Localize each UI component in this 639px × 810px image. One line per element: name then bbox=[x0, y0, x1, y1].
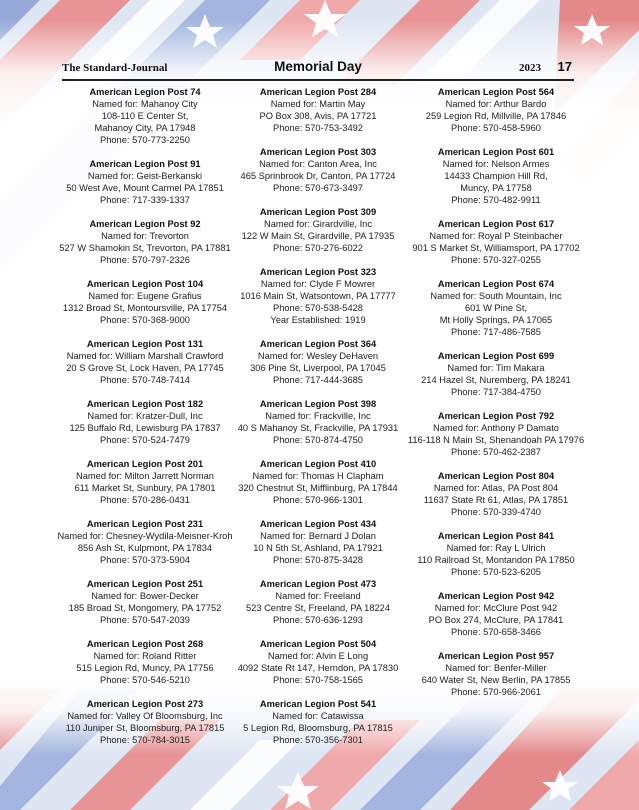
post-detail-line: 40 S Mahanoy St, Frackville, PA 17931 bbox=[237, 423, 399, 433]
post-listing bbox=[220, 86, 416, 134]
post-detail-line: Phone: 570-373-5904 bbox=[100, 555, 190, 565]
post-listing bbox=[47, 638, 243, 686]
post-detail-line: 10 N 5th St, Ashland, PA 17921 bbox=[253, 543, 383, 553]
post-listing bbox=[398, 650, 594, 698]
post-detail-line: Named for: Eugene Grafius bbox=[88, 291, 202, 301]
post-detail-line: 20 S Grove St, Lock Haven, PA 17745 bbox=[66, 363, 224, 373]
post-detail-line: Phone: 570-482-9911 bbox=[451, 195, 541, 205]
post-detail-line: Phone: 570-966-1301 bbox=[273, 495, 363, 505]
post-name: American Legion Post 182 bbox=[86, 399, 204, 409]
post-name: American Legion Post 231 bbox=[86, 519, 204, 529]
post-name: American Legion Post 804 bbox=[437, 471, 555, 481]
post-detail-line: Named for: Clyde F Mowrer bbox=[260, 279, 376, 289]
post-detail-line: 14433 Champion Hill Rd, bbox=[444, 171, 548, 181]
post-detail-line: Phone: 570-773-2250 bbox=[100, 135, 190, 145]
post-name: American Legion Post 699 bbox=[437, 351, 555, 361]
post-detail-line: Named for: Trevorton bbox=[101, 231, 189, 241]
post-detail-line: Named for: South Mountain, Inc bbox=[430, 291, 562, 301]
post-detail-line: Named for: Kratzer-Dull, Inc bbox=[87, 411, 203, 421]
post-detail-line: Phone: 570-758-1565 bbox=[273, 675, 363, 685]
post-name: American Legion Post 410 bbox=[259, 459, 377, 469]
post-detail-line: Named for: Benfer-Miller bbox=[445, 663, 547, 673]
post-listing bbox=[398, 530, 594, 578]
post-listing bbox=[220, 458, 416, 506]
post-detail-line: 214 Hazel St, Nuremberg, PA 18241 bbox=[421, 375, 571, 385]
post-name: American Legion Post 74 bbox=[89, 87, 201, 97]
post-detail-line: Named for: Arthur Bardo bbox=[445, 99, 547, 109]
post-detail-line: Named for: Anthony P Damato bbox=[433, 423, 559, 433]
post-name: American Legion Post 251 bbox=[86, 579, 204, 589]
post-detail-line: Named for: Freeland bbox=[275, 591, 361, 601]
page-header bbox=[62, 58, 574, 81]
post-detail-line: 108-110 E Center St, bbox=[101, 111, 189, 121]
post-detail-line: 515 Legion Rd, Muncy, PA 17756 bbox=[76, 663, 214, 673]
post-detail-line: Phone: 717-444-3685 bbox=[273, 375, 363, 385]
post-detail-line: 11637 State Rt 61, Atlas, PA 17851 bbox=[423, 495, 569, 505]
post-detail-line: Named for: Atlas, PA Post 804 bbox=[433, 483, 559, 493]
year: 2023 bbox=[519, 62, 541, 74]
post-detail-line: Named for: Valley Of Bloomsburg, Inc bbox=[67, 711, 223, 721]
post-detail-line: Phone: 570-874-4750 bbox=[273, 435, 363, 445]
post-detail-line: 1312 Broad St, Montoursville, PA 17754 bbox=[62, 303, 228, 313]
column-3 bbox=[398, 86, 594, 710]
post-detail-line: 901 S Market St, Williamsport, PA 17702 bbox=[412, 243, 580, 253]
post-listing bbox=[220, 638, 416, 686]
post-detail-line: Phone: 570-875-3428 bbox=[273, 555, 363, 565]
post-listing bbox=[220, 518, 416, 566]
post-detail-line: 259 Legion Rd, Millville, PA 17846 bbox=[425, 111, 567, 121]
post-detail-line: Phone: 570-276-6022 bbox=[273, 243, 363, 253]
post-name: American Legion Post 323 bbox=[259, 267, 377, 277]
post-detail-line: Phone: 717-384-4750 bbox=[451, 387, 541, 397]
post-detail-line: Phone: 570-673-3497 bbox=[273, 183, 363, 193]
post-detail-line: Named for: Chesney-Wydila-Meisner-Kroh bbox=[57, 531, 233, 541]
post-name: American Legion Post 792 bbox=[437, 411, 555, 421]
post-listing bbox=[47, 518, 243, 566]
post-listing bbox=[220, 338, 416, 386]
post-detail-line: Named for: Roland Ritter bbox=[93, 651, 197, 661]
post-detail-line: 465 Sprinbrook Dr, Canton, PA 17724 bbox=[240, 171, 396, 181]
post-detail-line: 611 Market St, Sunbury, PA 17801 bbox=[74, 483, 216, 493]
post-name: American Legion Post 268 bbox=[86, 639, 204, 649]
post-listing bbox=[220, 206, 416, 254]
post-name: American Legion Post 617 bbox=[437, 219, 555, 229]
post-detail-line: Mt Holly Springs, PA 17065 bbox=[439, 315, 553, 325]
post-detail-line: Phone: 570-547-2039 bbox=[100, 615, 190, 625]
post-name: American Legion Post 841 bbox=[437, 531, 555, 541]
post-name: American Legion Post 541 bbox=[259, 699, 377, 709]
post-name: American Legion Post 398 bbox=[259, 399, 377, 409]
post-detail-line: Phone: 570-748-7414 bbox=[100, 375, 190, 385]
post-name: American Legion Post 957 bbox=[437, 651, 555, 661]
post-listing bbox=[47, 158, 243, 206]
post-detail-line: 523 Centre St, Freeland, PA 18224 bbox=[245, 603, 391, 613]
post-listing bbox=[220, 698, 416, 746]
post-detail-line: 640 Water St, New Berlin, PA 17855 bbox=[421, 675, 571, 685]
post-listing bbox=[47, 458, 243, 506]
column-2 bbox=[220, 86, 416, 758]
column-1 bbox=[47, 86, 243, 758]
post-detail-line: Named for: Ray L Ulrich bbox=[446, 543, 546, 553]
post-name: American Legion Post 473 bbox=[259, 579, 377, 589]
post-listing bbox=[398, 410, 594, 458]
post-listing bbox=[398, 146, 594, 206]
post-name: American Legion Post 201 bbox=[86, 459, 204, 469]
post-listing bbox=[220, 578, 416, 626]
post-name: American Legion Post 434 bbox=[259, 519, 377, 529]
post-name: American Legion Post 942 bbox=[437, 591, 555, 601]
post-name: American Legion Post 601 bbox=[437, 147, 555, 157]
post-listing bbox=[220, 266, 416, 326]
post-detail-line: Muncy, PA 17758 bbox=[460, 183, 532, 193]
post-name: American Legion Post 273 bbox=[86, 699, 204, 709]
post-detail-line: Named for: McClure Post 942 bbox=[434, 603, 558, 613]
post-name: American Legion Post 364 bbox=[259, 339, 377, 349]
post-detail-line: 122 W Main St, Girardville, PA 17935 bbox=[241, 231, 395, 241]
post-detail-line: Phone: 570-658-3466 bbox=[451, 627, 541, 637]
post-detail-line: 856 Ash St, Kulpmont, PA 17834 bbox=[77, 543, 213, 553]
post-listing bbox=[47, 698, 243, 746]
post-detail-line: PO Box 274, McClure, PA 17841 bbox=[428, 615, 564, 625]
post-name: American Legion Post 131 bbox=[86, 339, 204, 349]
post-detail-line: Phone: 570-636-1293 bbox=[273, 615, 363, 625]
post-detail-line: Named for: Milton Jarrett Norman bbox=[76, 471, 214, 481]
post-name: American Legion Post 504 bbox=[259, 639, 377, 649]
post-detail-line: Named for: Girardville, Inc bbox=[264, 219, 372, 229]
post-detail-line: 320 Chestnut St, Mifflinburg, PA 17844 bbox=[238, 483, 398, 493]
post-listing bbox=[47, 278, 243, 326]
post-detail-line: 110 Juniper St, Bloomsburg, PA 17815 bbox=[65, 723, 225, 733]
post-listing bbox=[47, 86, 243, 146]
post-detail-line: Phone: 570-339-4740 bbox=[451, 507, 541, 517]
post-detail-line: Phone: 570-546-5210 bbox=[100, 675, 190, 685]
post-detail-line: Named for: William Marshall Crawford bbox=[66, 351, 224, 361]
post-detail-line: Named for: Canton Area, Inc bbox=[259, 159, 377, 169]
post-listing bbox=[47, 218, 243, 266]
post-detail-line: 110 Railroad St, Montandon PA 17850 bbox=[417, 555, 575, 565]
post-listing bbox=[47, 338, 243, 386]
post-name: American Legion Post 674 bbox=[437, 279, 555, 289]
post-detail-line: Named for: Nelson Armes bbox=[442, 159, 550, 169]
post-name: American Legion Post 303 bbox=[259, 147, 377, 157]
post-detail-line: Phone: 717-339-1337 bbox=[100, 195, 190, 205]
post-detail-line: Phone: 570-458-5960 bbox=[451, 123, 541, 133]
post-detail-line: 5 Legion Rd, Bloomsburg, PA 17815 bbox=[243, 723, 393, 733]
post-detail-line: Named for: Alvin E Long bbox=[267, 651, 369, 661]
post-listing bbox=[398, 350, 594, 398]
post-name: American Legion Post 104 bbox=[86, 279, 204, 289]
post-detail-line: PO Box 308, Avis, PA 17721 bbox=[259, 111, 377, 121]
post-detail-line: Phone: 570-356-7301 bbox=[273, 735, 363, 745]
post-listing bbox=[398, 590, 594, 638]
post-name: American Legion Post 284 bbox=[259, 87, 377, 97]
post-detail-line: Named for: Bower-Decker bbox=[91, 591, 199, 601]
post-detail-line: 306 Pine St, Liverpool, PA 17045 bbox=[250, 363, 386, 373]
post-listing bbox=[47, 398, 243, 446]
post-detail-line: Named for: Royal P Steinbacher bbox=[429, 231, 563, 241]
post-detail-line: Mahanoy City, PA 17948 bbox=[94, 123, 196, 133]
post-listing bbox=[220, 398, 416, 446]
post-detail-line: Phone: 570-966-2061 bbox=[451, 687, 541, 697]
post-detail-line: Phone: 570-368-9000 bbox=[100, 315, 190, 325]
post-detail-line: Phone: 570-327-0255 bbox=[451, 255, 541, 265]
post-name: American Legion Post 91 bbox=[89, 159, 201, 169]
post-detail-line: 601 W Pine St, bbox=[464, 303, 527, 313]
post-name: American Legion Post 92 bbox=[89, 219, 201, 229]
post-detail-line: Phone: 570-538-5428 bbox=[273, 303, 363, 313]
post-detail-line: Phone: 570-524-7479 bbox=[100, 435, 190, 445]
publication-name: The Standard-Journal bbox=[62, 62, 168, 74]
post-listing bbox=[220, 146, 416, 194]
post-listing bbox=[398, 470, 594, 518]
post-listing bbox=[398, 86, 594, 134]
post-listing bbox=[398, 218, 594, 266]
post-listing bbox=[398, 278, 594, 338]
post-detail-line: Named for: Martin May bbox=[270, 99, 366, 109]
post-detail-line: Phone: 570-797-2326 bbox=[100, 255, 190, 265]
page-number: 17 bbox=[557, 59, 572, 74]
post-detail-line: Phone: 570-753-3492 bbox=[273, 123, 363, 133]
post-detail-line: Named for: Catawissa bbox=[272, 711, 364, 721]
post-detail-line: 125 Buffalo Rd, Lewisburg PA 17837 bbox=[69, 423, 221, 433]
post-detail-line: Phone: 570-462-2387 bbox=[451, 447, 541, 457]
post-detail-line: Phone: 717-486-7585 bbox=[451, 327, 541, 337]
post-detail-line: Phone: 570-523-6205 bbox=[451, 567, 541, 577]
post-detail-line: Named for: Wesley DeHaven bbox=[257, 351, 379, 361]
post-detail-line: Named for: Thomas H Clapham bbox=[252, 471, 384, 481]
post-detail-line: Named for: Tim Makara bbox=[447, 363, 545, 373]
post-detail-line: 50 West Ave, Mount Carmel PA 17851 bbox=[66, 183, 224, 193]
post-detail-line: Year Established: 1919 bbox=[270, 315, 366, 325]
post-detail-line: Phone: 570-286-0431 bbox=[100, 495, 190, 505]
section-title: Memorial Day bbox=[274, 59, 362, 74]
post-detail-line: Phone: 570-784-3015 bbox=[100, 735, 190, 745]
post-detail-line: 1016 Main St, Watsontown, PA 17777 bbox=[240, 291, 396, 301]
post-detail-line: 4092 State Rt 147, Herndon, PA 17830 bbox=[237, 663, 399, 673]
post-detail-line: Named for: Frackville, Inc bbox=[265, 411, 371, 421]
post-name: American Legion Post 309 bbox=[259, 207, 377, 217]
post-name: American Legion Post 564 bbox=[437, 87, 555, 97]
post-detail-line: 527 W Shamokin St, Trevorton, PA 17881 bbox=[59, 243, 231, 253]
post-listing bbox=[47, 578, 243, 626]
post-detail-line: Named for: Bernard J Dolan bbox=[260, 531, 376, 541]
post-detail-line: Named for: Mahanoy City bbox=[92, 99, 198, 109]
post-detail-line: Named for: Geist-Berkanski bbox=[87, 171, 203, 181]
post-detail-line: 185 Broad St, Mongomery, PA 17752 bbox=[68, 603, 222, 613]
post-detail-line: 116-118 N Main St, Shenandoah PA 17976 bbox=[407, 435, 585, 445]
